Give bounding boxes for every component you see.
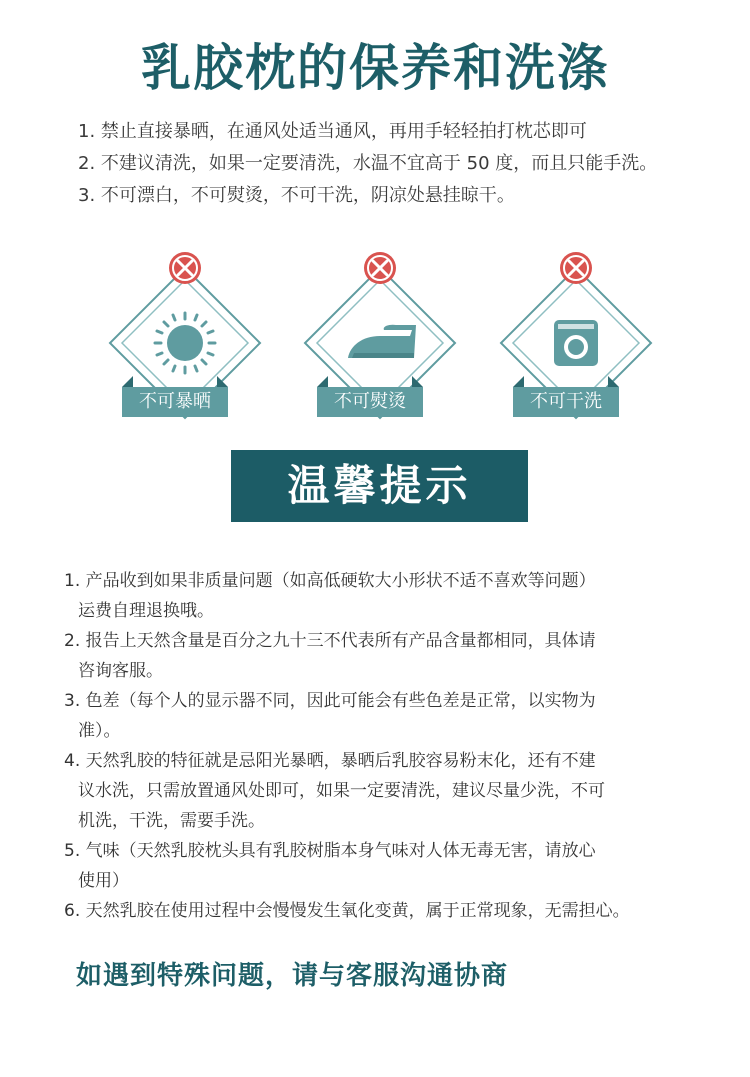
tip-line: 机洗，干洗，需要手洗。 xyxy=(78,811,265,831)
tip-line: 6. 天然乳胶在使用过程中会慢慢发生氧化变黄，属于正常现象，无需担心。 xyxy=(64,901,630,921)
tip-line: 4. 天然乳胶的特征就是忌阳光暴晒，暴晒后乳胶容易粉末化，还有不建 xyxy=(64,751,596,771)
prohibit-icon xyxy=(560,252,592,284)
tip-line: 5. 气味（天然乳胶枕头具有乳胶树脂本身气味对人体无毒无害，请放心 xyxy=(64,841,596,861)
tips-title: 温馨提示 xyxy=(231,450,528,522)
tip-line: 1. 产品收到如果非质量问题（如高低硬软大小形状不适不喜欢等问题） xyxy=(64,571,596,591)
care-item: 2. 不建议清洗，如果一定要清洗，水温不宜高于 50 度，而且只能手洗。 xyxy=(78,153,658,174)
tips-list xyxy=(64,566,744,926)
care-item: 3. 不可漂白，不可熨烫，不可干洗，阴凉处悬挂晾干。 xyxy=(78,185,515,206)
no-sun-card xyxy=(105,250,265,425)
care-instructions xyxy=(78,116,738,212)
prohibit-icon xyxy=(169,252,201,284)
no-dryclean-card xyxy=(496,250,656,425)
no-iron-label: 不可熨烫 xyxy=(317,387,423,417)
tip-line: 议水洗，只需放置通风处即可，如果一定要清洗，建议尽量少洗，不可 xyxy=(78,781,605,801)
prohibit-icon xyxy=(364,252,396,284)
tip-line: 3. 色差（每个人的显示器不同，因此可能会有些色差是正常，以实物为 xyxy=(64,691,596,711)
tip-line: 使用） xyxy=(78,871,129,891)
no-dryclean-label: 不可干洗 xyxy=(513,387,619,417)
washing-machine-icon xyxy=(554,320,598,366)
no-sun-label: 不可暴晒 xyxy=(122,387,228,417)
tip-line: 准）。 xyxy=(78,721,121,741)
care-item: 1. 禁止直接暴晒，在通风处适当通风，再用手轻轻拍打枕芯即可 xyxy=(78,121,587,142)
contact-note: 如遇到特殊问题，请与客服沟通协商 xyxy=(76,961,509,991)
tip-line: 2. 报告上天然含量是百分之九十三不代表所有产品含量都相同，具体请 xyxy=(64,631,596,651)
page-title: 乳胶枕的保养和洗涤 xyxy=(141,39,609,97)
tip-line: 运费自理退换哦。 xyxy=(78,601,214,621)
no-iron-card xyxy=(300,250,460,425)
tip-line: 咨询客服。 xyxy=(78,661,163,681)
